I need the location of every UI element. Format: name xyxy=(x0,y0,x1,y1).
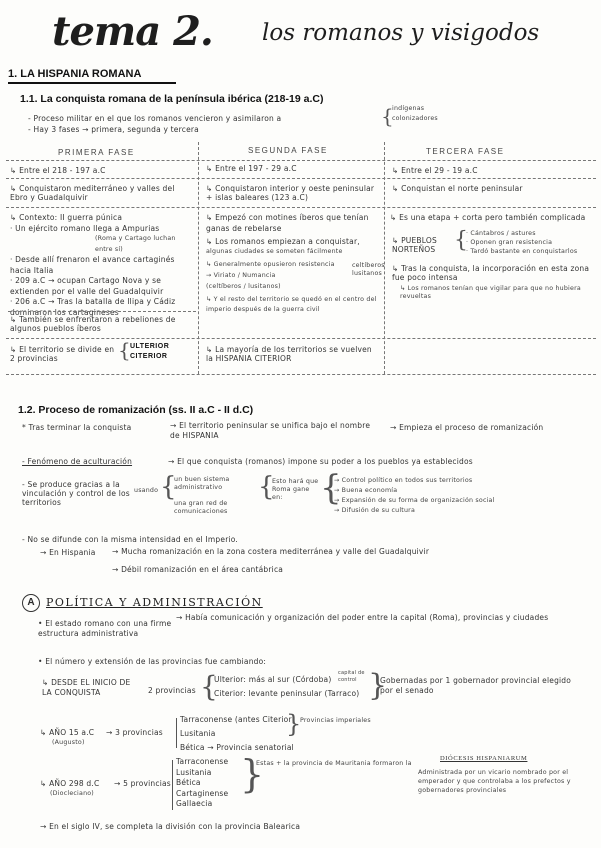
province-item: Citerior: levante peninsular (Tarraco) xyxy=(214,689,360,698)
period-label: ↳ AÑO 15 a.C xyxy=(40,728,95,737)
period-count: → 5 provincias xyxy=(114,779,171,788)
brace-item: · Tardó bastante en conquistarlos xyxy=(466,248,578,255)
uneven-line: - No se difunde con la misma intensidad en el Imperio. xyxy=(22,535,238,544)
phase-line: ↳ PUEBLOS NORTEÑOS xyxy=(392,236,437,254)
intro-line: - Hay 3 fases → primera, segunda y tercera xyxy=(28,125,199,134)
province-item: Tarraconense (antes Citerior) xyxy=(180,715,295,724)
diocesis-intro: Estas + la provincia de Mauritania formaron la xyxy=(256,760,412,767)
process-label: - Se produce gracias a la vinculación y control de los territorios xyxy=(22,480,130,507)
brace: } xyxy=(368,668,388,703)
province-item: Ulterior: más al sur (Córdoba) xyxy=(214,675,332,684)
romanization-line: → Empieza el proceso de romanización xyxy=(390,423,544,432)
period-note: (Diocleciano) xyxy=(50,790,94,797)
process-item: una gran red de comunicaciones xyxy=(174,500,228,515)
phase-territory: ↳ Conquistan el norte peninsular xyxy=(392,184,523,193)
result-item: → Difusión de su cultura xyxy=(334,507,416,514)
brace: } xyxy=(286,710,302,738)
context-line: · 209 a.C → ocupan Cartago Nova y se extienden por el valle del Guadalquivir xyxy=(10,276,164,296)
final-line: → En el siglo IV, se completa la división con la provincia Balearica xyxy=(40,822,301,831)
phase1-division: ↳ El territorio se divide en 2 provincias xyxy=(10,345,115,363)
process-usando: usando xyxy=(134,487,159,494)
period-count: 2 provincias xyxy=(148,686,196,695)
province-government: Gobernadas por 1 gobernador provincial elegido por el senado xyxy=(380,676,572,695)
page-title: tema 2. xyxy=(52,8,213,55)
result-list xyxy=(334,476,495,516)
phase-line: ↳ Empezó con motines íberos que tenían ganas de rebelarse xyxy=(206,213,369,233)
phase-line: ↳ Los romanos tenían que vigilar para que no hubiera revueltas xyxy=(400,285,581,300)
period-note: (Augusto) xyxy=(52,739,85,746)
province-label: ULTERIOR xyxy=(130,343,170,350)
province-item: Bética → Provincia senatorial xyxy=(180,743,294,752)
phase-line: (celtíberos / lusitanos) xyxy=(206,282,281,290)
context-line: · Un ejército romano llega a Ampurias xyxy=(10,223,160,233)
province-item: Lusitania xyxy=(176,767,212,777)
brace-item: celtíberos xyxy=(352,262,385,269)
phase-header: SEGUNDA FASE xyxy=(248,146,328,155)
page-subtitle: los romanos y visigodos xyxy=(262,20,540,46)
period-label: ↳ AÑO 298 d.C xyxy=(40,779,100,788)
phase-header: PRIMERA FASE xyxy=(58,148,135,157)
subsection-heading: 1.1. La conquista romana de la península ibérica (218-19 a.C) xyxy=(20,93,324,105)
phase-line: ↳ Generalmente opusieron resistencia xyxy=(206,261,335,269)
period-label: ↳ DESDE EL INICIO DE LA CONQUISTA xyxy=(42,678,131,697)
phase-territory: ↳ Conquistaron interior y oeste peninsular + islas baleares (123 a.C) xyxy=(206,184,375,202)
province-item: Cartaginense xyxy=(176,788,229,798)
phase-line: ↳ Tras la conquista, la incorporación en esta zona fue poco intensa xyxy=(392,264,590,282)
province-item: Lusitania xyxy=(180,729,216,738)
section-heading: 1. LA HISPANIA ROMANA xyxy=(8,68,142,80)
province-item: Bética xyxy=(176,778,201,787)
cell-divider xyxy=(8,311,196,312)
brace-item: indígenas xyxy=(392,105,425,112)
state-line: • El estado romano con una firme estructura administrativa xyxy=(38,619,172,638)
phase1-context xyxy=(10,213,195,318)
brace: { xyxy=(118,338,131,362)
brace: } xyxy=(240,752,265,796)
result-item: → Buena economía xyxy=(334,487,398,494)
result-item: → Control político en todos sus territorios xyxy=(334,477,473,484)
context-line: · Desde allí frenaron el avance cartaginés hacia Italia xyxy=(10,255,175,275)
phase2-result: ↳ La mayoría de los territorios se vuelven la HISPANIA CITERIOR xyxy=(206,345,372,363)
table-divider xyxy=(6,374,596,375)
brace: { xyxy=(258,472,275,502)
phase-line: → Viriato / Numancia xyxy=(206,271,276,279)
phase-line: ↳ Y el resto del territorio se quedó en el centro del imperio después de la guerra civil xyxy=(206,295,377,314)
intro-line: - Proceso militar en el que los romanos vencieron y asimilaron a xyxy=(28,114,282,123)
capital-note: capital de control xyxy=(338,670,365,683)
phase-date: ↳ Entre el 197 - 29 a.C xyxy=(206,164,297,173)
state-arrow: → Había comunicación y organización del poder entre la capital (Roma), provincias y ciudades xyxy=(176,613,549,622)
context-line: (Roma y Cartago luchan entre sí) xyxy=(95,235,176,253)
process-result: Esto hará que Roma gane en: xyxy=(272,478,319,501)
acculturation-label: - Fenómeno de aculturación xyxy=(22,457,133,466)
province-label: CITERIOR xyxy=(130,353,168,360)
hispania-item: → Débil romanización en el área cantábrica xyxy=(112,565,284,574)
brace-item: lusitanos xyxy=(352,270,383,277)
brace: { xyxy=(160,472,177,502)
phase-line: algunas ciudades se someten fácilmente xyxy=(206,248,343,256)
subsection-heading: 1.2. Proceso de romanización (ss. II a.C - II d.C) xyxy=(18,404,254,416)
romanization-line: * Tras terminar la conquista xyxy=(22,423,132,432)
bracket-line xyxy=(176,718,177,748)
province-list xyxy=(180,713,295,755)
phase-line: ↳ Es una etapa + corta pero también complicada xyxy=(390,213,586,222)
table-divider xyxy=(6,207,596,208)
brace-item: · Cántabros / astures xyxy=(466,230,536,237)
acculturation-text: → El que conquista (romanos) impone su poder a los pueblos ya establecidos xyxy=(168,457,473,466)
romanization-line: → El territorio peninsular se unifica bajo el nombre de HISPANIA xyxy=(170,421,371,440)
table-column-divider xyxy=(198,142,199,374)
context-line: ↳ Contexto: II guerra púnica xyxy=(10,213,123,222)
brace: { xyxy=(200,670,218,703)
phase1-resistance: ↳ También se enfrentaron a rebeliones de algunos pueblos íberos xyxy=(10,315,176,333)
province-item: Gallaecia xyxy=(176,799,213,808)
table-divider xyxy=(6,160,596,161)
table-divider xyxy=(6,338,596,339)
province-item: Tarraconense xyxy=(176,757,229,766)
bracket-line xyxy=(172,760,173,810)
heading-underline xyxy=(8,82,176,84)
context-line: · 206 a.C → Tras la batalla de Ilipa y Cádiz dominaron los cartagineses xyxy=(10,297,176,317)
imperial-provinces-label: Provincias imperiales xyxy=(300,717,371,724)
hispania-item: → Mucha romanización en la zona costera mediterránea y valle del Guadalquivir xyxy=(112,547,430,556)
brace: { xyxy=(381,104,394,128)
brace-item: colonizadores xyxy=(392,115,438,122)
diocesis-title: DIÓCESIS HISPANIARUM xyxy=(440,755,528,762)
hispania-label: → En Hispania xyxy=(40,548,96,557)
brace: { xyxy=(320,468,342,508)
phase-date: ↳ Entre el 218 - 197 a.C xyxy=(10,166,106,175)
phase-line: ↳ Los romanos empiezan a conquistar, xyxy=(206,236,360,246)
table-column-divider xyxy=(384,142,385,374)
period-count: → 3 provincias xyxy=(106,728,163,737)
phase-territory: ↳ Conquistaron mediterráneo y valles del Ebro y Guadalquivir xyxy=(10,184,175,202)
brace-item: · Oponen gran resistencia xyxy=(466,239,553,246)
result-item: → Expansión de su forma de organización social xyxy=(334,497,495,504)
table-divider xyxy=(6,178,596,179)
diocesis-description: Administrada por un vicario nombrado por el emperador y que controlaba a los prefectos y gobernadores provinciales xyxy=(418,769,571,794)
province-list xyxy=(176,757,228,810)
brace: { xyxy=(454,228,468,253)
section-heading: POLÍTICA Y ADMINISTRACIÓN xyxy=(46,596,263,609)
phase-date: ↳ Entre el 29 - 19 a.C xyxy=(392,166,478,175)
number-line: • El número y extensión de las provincias fue cambiando: xyxy=(38,657,267,666)
process-item: un buen sistema administrativo xyxy=(174,476,230,491)
section-letter: A xyxy=(22,594,40,612)
phase-header: TERCERA FASE xyxy=(426,147,505,156)
